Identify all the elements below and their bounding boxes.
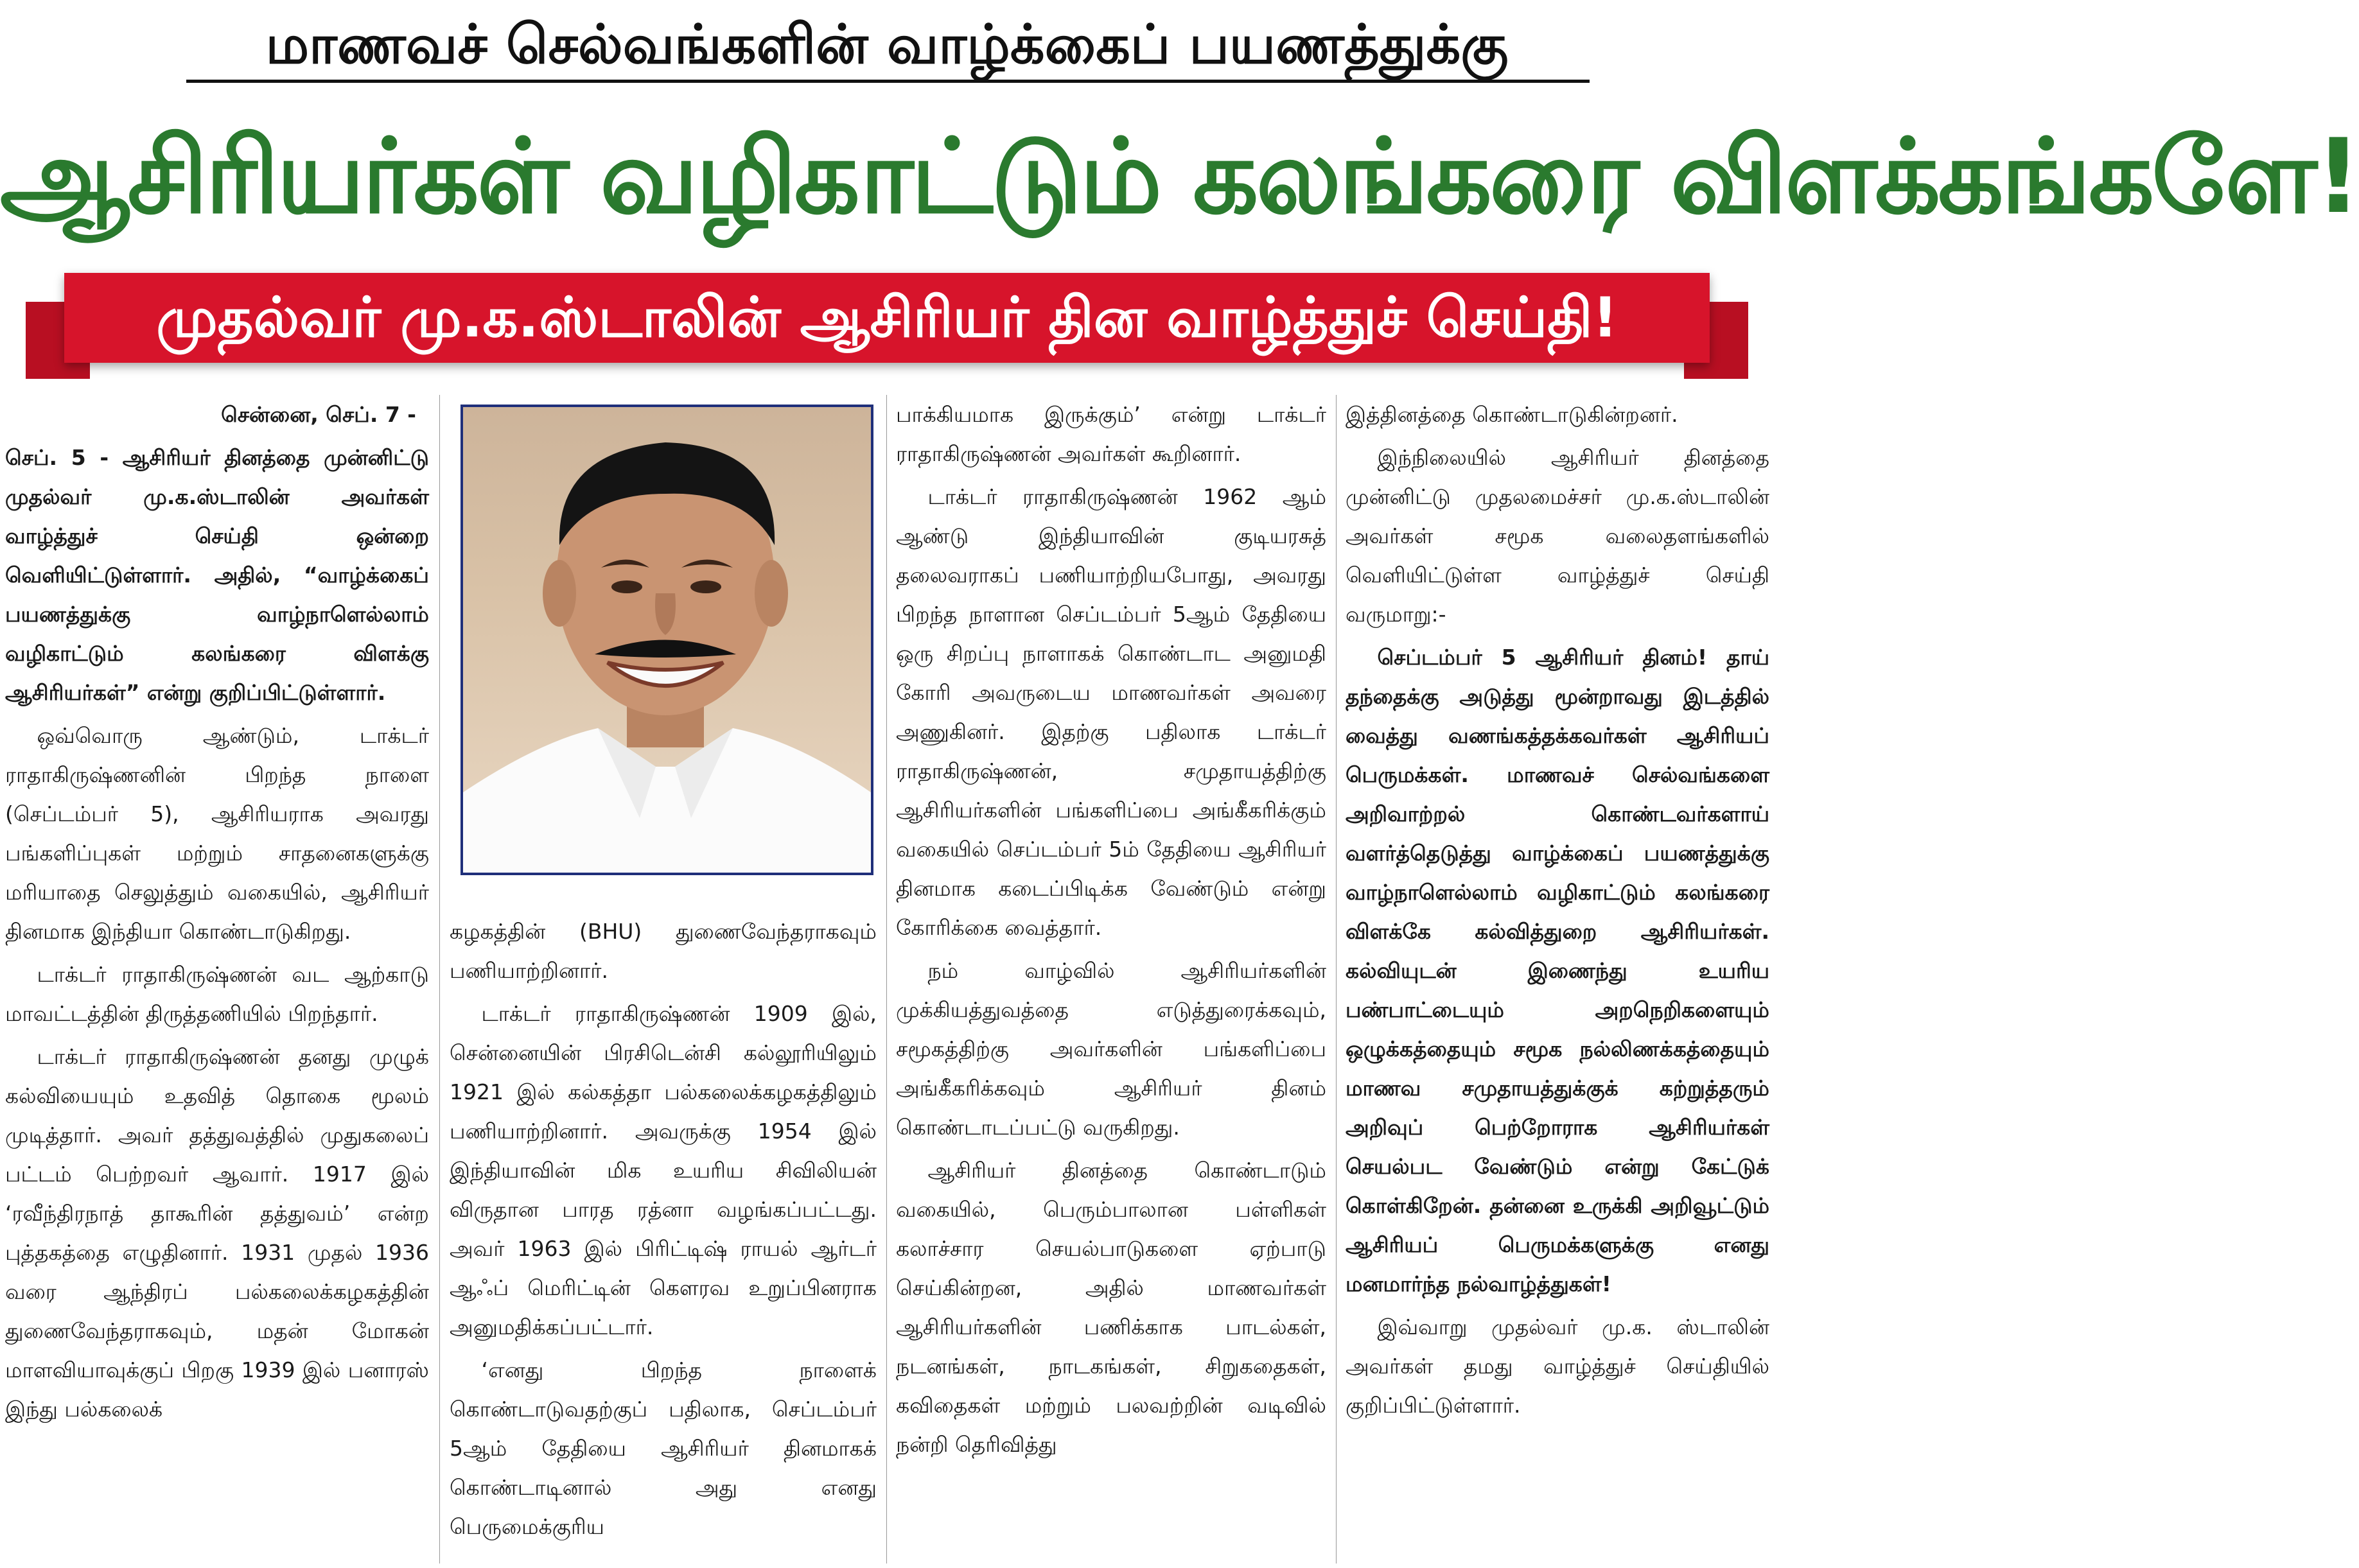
article-column-3 (896, 395, 1326, 1564)
paragraph: டாக்டர் ராதாகிருஷ்ணன் தனது முழுக் கல்வியையும் உதவித் தொகை மூலம் முடித்தார். அவர் தத்துவத்தில் முதுகலைப் பட்டம் பெற்றவர் ஆவார். 1917 இல் ‘ரவீந்திரநாத் தாகூரின் தத்துவம்’ என்ற புத்தகத்தை எழுதினார். 1931 முதல் 1936 வரை ஆந்திரப் பல்கலைக்கழகத்தின் துணைவேந்தராகவும், மதன் மோகன் மாளவியாவுக்குப் பிறகு 1939 இல் பனாரஸ் இந்து பல்கலைக் (5, 1044, 429, 1422)
paragraph: நம் வாழ்வில் ஆசிரியர்களின் முக்கியத்துவத்தை எடுத்துரைக்கவும், சமூகத்திற்கு அவர்களின் பங்களிப்பை அங்கீகரிக்கவும் ஆசிரியர் தினம் கொண்டாடப்பட்டு வருகிறது. (896, 958, 1326, 1140)
chief-minister-portrait-photo (460, 405, 873, 875)
paragraph: டாக்டர் ராதாகிருஷ்ணன் வட ஆற்காடு மாவட்டத்தின் திருத்தணியில் பிறந்தார். (5, 962, 429, 1026)
greeting-message: செப்டம்பர் 5 ஆசிரியர் தினம்! தாய் தந்தைக்கு அடுத்து மூன்றாவது இடத்தில் வைத்து வணங்கத்தக்கவர்கள் ஆசிரியப் பெருமக்கள். மாணவச் செல்வங்களை அறிவாற்றல் கொண்டவர்களாய் வளர்த்தெடுத்து வாழ்க்கைப் பயணத்துக்கு வாழ்நாளெல்லாம் வழிகாட்டும் கலங்கரை விளக்கே கல்வித்துறை ஆசிரியர்கள். கல்வியுடன் இணைந்து உயரிய பண்பாட்டையும் அறநெறிகளையும் ஒழுக்கத்தையும் சமூக நல்லிணக்கத்தையும் மாணவ சமுதாயத்துக்குக் கற்றுத்தரும் அறிவுப் பெற்றோராக ஆசிரியர்கள் செயல்பட வேண்டும் என்று கேட்டுக் கொள்கிறேன். தன்னை உருக்கி அறிவூட்டும் ஆசிரியப் பெருமக்களுக்கு எனது மனமார்ந்த நல்வாழ்த்துகள்! (1346, 645, 1769, 1296)
dateline: சென்னை, செப். 7 - (221, 402, 416, 427)
paragraph: டாக்டர் ராதாகிருஷ்ணன் 1962 ஆம் ஆண்டு இந்தியாவின் குடியரசுத் தலைவராகப் பணியாற்றியபோது, அவரது பிறந்த நாளான செப்டம்பர் 5ஆம் தேதியை ஒரு சிறப்பு நாளாகக் கொண்டாட அனுமதி கோரி அவருடைய மாணவர்கள் அவரை அணுகினர். இதற்கு பதிலாக டாக்டர் ராதாகிருஷ்ணன், சமுதாயத்திற்கு ஆசிரியர்களின் பங்களிப்பை அங்கீகரிக்கும் வகையில் செப்டம்பர் 5ம் தேதியை ஆசிரியர் தினமாக கடைப்பிடிக்க வேண்டும் என்று கோரிக்கை வைத்தார். (896, 484, 1326, 940)
column-divider (439, 395, 440, 1564)
column-divider (886, 395, 887, 1564)
subheadline-banner: முதல்வர் மு.க.ஸ்டாலின் ஆசிரியர் தின வாழ்த்துச் செய்தி! (64, 273, 1710, 363)
article-column-1 (5, 395, 429, 1564)
paragraph: கழகத்தின் (BHU) துணைவேந்தராகவும் பணியாற்றினார். (450, 919, 877, 983)
kicker-heading: மாணவச் செல்வங்களின் வாழ்க்கைப் பயணத்துக்கு (265, 13, 1509, 76)
paragraph: ஆசிரியர் தினத்தை கொண்டாடும் வகையில், பெரும்பாலான பள்ளிகள் கலாச்சார செயல்பாடுகளை ஏற்பாடு செய்கின்றன, அதில் மாணவர்கள் ஆசிரியர்களின் பணிக்காக பாடல்கள், நடனங்கள், நாடகங்கள், சிறுகதைகள், கவிதைகள் மற்றும் பலவற்றின் வடிவில் நன்றி தெரிவித்து (896, 1158, 1326, 1457)
portrait-illustration (463, 407, 871, 873)
paragraph: இந்நிலையில் ஆசிரியர் தினத்தை முன்னிட்டு முதலமைச்சர் மு.க.ஸ்டாலின் அவர்கள் சமூக வலைதளங்களில் வெளியிட்டுள்ள வாழ்த்துச் செய்தி வருமாறு:- (1346, 445, 1769, 627)
paragraph: பாக்கியமாக இருக்கும்’ என்று டாக்டர் ராதாகிருஷ்ணன் அவர்கள் கூறினார். (896, 402, 1326, 466)
kicker-underline (186, 80, 1590, 83)
paragraph: ஒவ்வொரு ஆண்டும், டாக்டர் ராதாகிருஷ்ணனின் பிறந்த நாளை (செப்டம்பர் 5), ஆசிரியராக அவரது பங்களிப்புகள் மற்றும் சாதனைகளுக்கு மரியாதை செலுத்தும் வகையில், ஆசிரியர் தினமாக இந்தியா கொண்டாடுகிறது. (5, 723, 429, 944)
main-headline: ஆசிரியர்கள் வழிகாட்டும் கலங்கரை விளக்கங்களே! (0, 116, 2359, 236)
paragraph: இத்தினத்தை கொண்டாடுகின்றனர். (1346, 402, 1678, 427)
article-column-4 (1346, 395, 1769, 1564)
article-column-2 (450, 912, 877, 1564)
paragraph: செப். 5 - ஆசிரியர் தினத்தை முன்னிட்டு முதல்வர் மு.க.ஸ்டாலின் அவர்கள் வாழ்த்துச் செய்தி ஒன்றை வெளியிட்டுள்ளார். அதில், “வாழ்க்கைப் பயணத்துக்கு வாழ்நாளெல்லாம் வழிகாட்டும் கலங்கரை விளக்கு ஆசிரியர்கள்” என்று குறிப்பிட்டுள்ளார். (5, 445, 429, 705)
paragraph: ‘எனது பிறந்த நாளைக் கொண்டாடுவதற்குப் பதிலாக, செப்டம்பர் 5ஆம் தேதியை ஆசிரியர் தினமாகக் கொண்டாடினால் அது எனது பெருமைக்குரிய (450, 1357, 877, 1539)
paragraph: இவ்வாறு முதல்வர் மு.க. ஸ்டாலின் அவர்கள் தமது வாழ்த்துச் செய்தியில் குறிப்பிட்டுள்ளார். (1346, 1314, 1769, 1418)
column-divider (1336, 395, 1337, 1564)
paragraph: டாக்டர் ராதாகிருஷ்ணன் 1909 இல், சென்னையின் பிரசிடென்சி கல்லூரியிலும் 1921 இல் கல்கத்தா பல்கலைக்கழகத்திலும் பணியாற்றினார். அவருக்கு 1954 இல் இந்தியாவின் மிக உயரிய சிவிலியன் விருதான பாரத ரத்னா வழங்கப்பட்டது. அவர் 1963 இல் பிரிட்டிஷ் ராயல் ஆர்டர் ஆஃப் மெரிட்டின் கௌரவ உறுப்பினராக அனுமதிக்கப்பட்டார். (450, 1001, 877, 1339)
